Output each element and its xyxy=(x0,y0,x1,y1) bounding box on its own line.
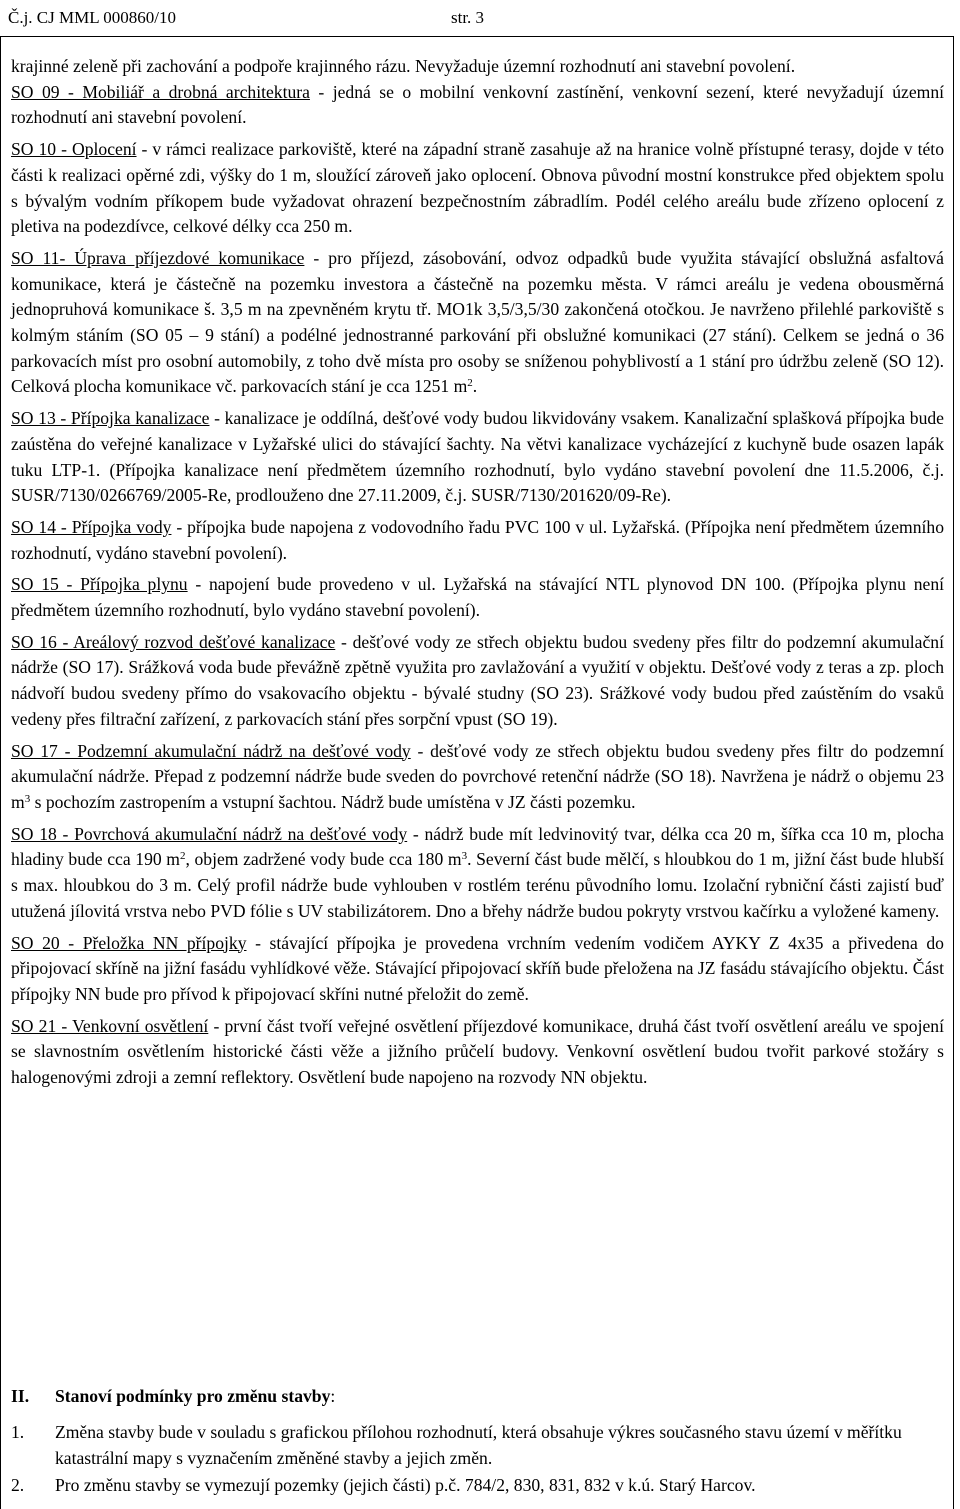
section-title: Stanoví podmínky pro změnu stavby xyxy=(55,1386,331,1406)
document-reference: Č.j. CJ MML 000860/10 xyxy=(8,8,176,27)
paragraph-so18: SO 18 - Povrchová akumulační nádrž na dešťové vody - nádrž bude mít ledvinovitý tvar, délka cca 20 m, šířka cca 10 m, plocha hladiny bude cca 190 $m^2$, objem zadržené vody bude cca 180 $m^3$. Severní část bude mělčí, s hloubkou do 1 m, jižní část bude hlubší s max. hloubkou do 3 m. Celý profil nádrže bude vyhlouben v rostlém terénu původního lomu. Izolační rybniční části zajistí buď utužená jílovitá vrstva nebo PVD fólie s UV stabilizátorem. Dno a břehy nádrže budou pokryty vrstvou kačírku a vyložené kameny. xyxy=(11,823,944,921)
list-item: 1. Změna stavby bude v souladu s grafickou přílohou rozhodnutí, která obsahuje výkres současného stavu území v měřítku katastrální mapy s vyznačením změněné stavby a jejich změn. xyxy=(11,1422,902,1468)
paragraph-so16: SO 16 - Areálový rozvod dešťové kanalizace - dešťové vody ze střech objektu budou svedeny přes filtr do podzemní akumulační nádrže (SO 17). Srážková voda bude převážně zpětně využita pro zavlažování a využití v objektu. Dešťové vody z teras a zp. ploch nádvoří budou svedeny přímo do vsakovacího objektu - bývalé studny (SO 23). Srážkové vody budou před zaústěním do vsaků vedeny přes filtrační zařízení, z parkovacích stání přes sorpční vpust (SO 19). xyxy=(11,631,944,729)
document-body xyxy=(11,54,944,1097)
list-item: 2. Pro změnu stavby se vymezují pozemky (jejich části) p.č. 784/2, 830, 831, 832 v k.ú. Starý Harcov. xyxy=(11,1475,756,1495)
section-heading: II. Stanoví podmínky pro změnu stavby: xyxy=(11,1384,335,1409)
heading-so18: SO 18 - Povrchová akumulační nádrž na dešťové vody xyxy=(11,823,408,844)
heading-so17: SO 17 - Podzemní akumulační nádrž na dešťové vody xyxy=(11,740,411,761)
paragraph-intro: krajinné zeleně při zachování a podpoře krajinného rázu. Nevyžaduje územní rozhodnutí ani stavební povolení. xyxy=(11,56,796,76)
paragraph-so17: SO 17 - Podzemní akumulační nádrž na dešťové vody - dešťové vody ze střech objektu budou svedeny přes filtr do podzemní akumulační nádrže. Přepad z podzemní nádrže bude sveden do povrchové retenční nádrže (SO 18). Navržena je nádrž o objemu 23 $m^3$ s pochozím zastropením a vstupní šachtou. Nádrž bude umístěna v JZ části pozemku. xyxy=(11,740,945,812)
section-number: II. xyxy=(11,1386,30,1406)
conditions-list xyxy=(11,1420,944,1501)
heading-so16: SO 16 - Areálový rozvod dešťové kanalizace xyxy=(11,631,336,652)
paragraph-so13: SO 13 - Přípojka kanalizace - kanalizace je oddílná, dešťové vody budou likvidovány vsakem. Kanalizační splašková přípojka bude zaústěna do veřejné kanalizace v Lyžařské ulici do stávající šachty. Na větvi kanalizace vycházející z kuchyně bude osazen lapák tuku LTP-1. (Přípojka kanalizace není předmětem územního rozhodnutí, bylo vydáno stavební povolení dne 11.5.2006, č.j. SUSR/7130/0266769/2005-Re, prodlouženo dne 27.11.2009, č.j. SUSR/7130/201620/09-Re). xyxy=(11,408,944,506)
paragraph-so09: SO 09 - Mobiliář a drobná architektura - jedná se o mobilní venkovní zastínění, venkovní sezení, které nevyžadují územní rozhodnutí ani stavební povolení. xyxy=(11,81,945,128)
paragraph-so14: SO 14 - Přípojka vody - přípojka bude napojena z vodovodního řadu PVC 100 v ul. Lyžařská. (Přípojka není předmětem územního rozhodnutí, vydáno stavební povolení). xyxy=(11,516,944,563)
heading-so11: SO 11- Úprava příjezdové komunikace xyxy=(11,247,305,268)
paragraph-so11: SO 11- Úprava příjezdové komunikace - pro příjezd, zásobování, odvoz odpadků bude využita stávající obslužná asfaltová komunikace, která je částečně na pozemku investora a částečně na pozemku města. V rámci areálu je vedena obousměrná jednopruhová komunikace š. 3,5 m na zpevněném krytu tř. MO1k 3,5/3,5/30 zakončená otočkou. Je navrženo přilehlé parkoviště s kolmým stáním (SO 05 – 9 stání) a podélné jednostranné parkování při obslužné komunikaci (27 stání). Celkem se jedná o 36 parkovacích míst pro osobní automobily, z toho dvě místa pro osoby se sníženou pohyblivostí a 1 stání pro údržbu zeleně (SO 12). Celková plocha komunikace vč. parkovacích stání je cca 1251 $m^2$. xyxy=(11,247,944,397)
heading-so14: SO 14 - Přípojka vody xyxy=(11,516,172,537)
paragraph-so20: SO 20 - Přeložka NN přípojky - stávající přípojka je provedena vrchním vedením vodičem AYKY Z 4x35 a přivedena do připojovací skříně na jižní fasádu vyhlídkové věže. Stávající připojovací skříň bude přeložena na JZ fasádu stávajícího objektu. Část přípojky NN bude pro přívod k připojovací skříni nutné přeložit do země. xyxy=(11,932,944,1004)
heading-so15: SO 15 - Přípojka plynu xyxy=(11,574,188,595)
page-header xyxy=(8,6,952,30)
paragraph-so21: SO 21 - Venkovní osvětlení - první část tvoří veřejné osvětlení příjezdové komunikace, druhá část tvoří osvětlení areálu ve spojení se slavnostním osvětlením historické části věže a jižního průčelí budovy. Venkovní osvětlení budou tvořit parkové stožáry s halogenovými zdroji a zemní reflektory. Osvětlení bude napojeno na rozvody NN objektu. xyxy=(11,1015,944,1088)
heading-so09: SO 09 - Mobiliář a drobná architektura xyxy=(11,81,310,102)
page-number: str. 3 xyxy=(451,8,485,27)
heading-so21: SO 21 - Venkovní osvětlení xyxy=(11,1015,209,1036)
heading-so20: SO 20 - Přeložka NN přípojky xyxy=(11,932,247,953)
heading-so10: SO 10 - Oplocení xyxy=(11,139,137,160)
paragraph-so15: SO 15 - Přípojka plynu - napojení bude provedeno v ul. Lyžařská na stávající NTL plynovod DN 100. (Přípojka plynu není předmětem územního rozhodnutí, bylo vydáno stavební povolení). xyxy=(11,574,945,621)
heading-so13: SO 13 - Přípojka kanalizace xyxy=(11,408,210,429)
paragraph-so10: SO 10 - Oplocení - v rámci realizace parkoviště, které na západní straně zasahuje až na hranice volně přístupné terasy, dojde v této části k realizaci opěrné zdi, výšky do 1 m, sloužící zároveň jako oplocení. Obnova původní mostní konstrukce před objektem spolu s bývalým vodním příkopem bude vyžadovat ohrazení bezpečnostním zábradlím. Podél celého areálu bude zřízeno oplocení z pletiva na podezdívce, celkové délky cca 250 m. xyxy=(11,139,944,237)
